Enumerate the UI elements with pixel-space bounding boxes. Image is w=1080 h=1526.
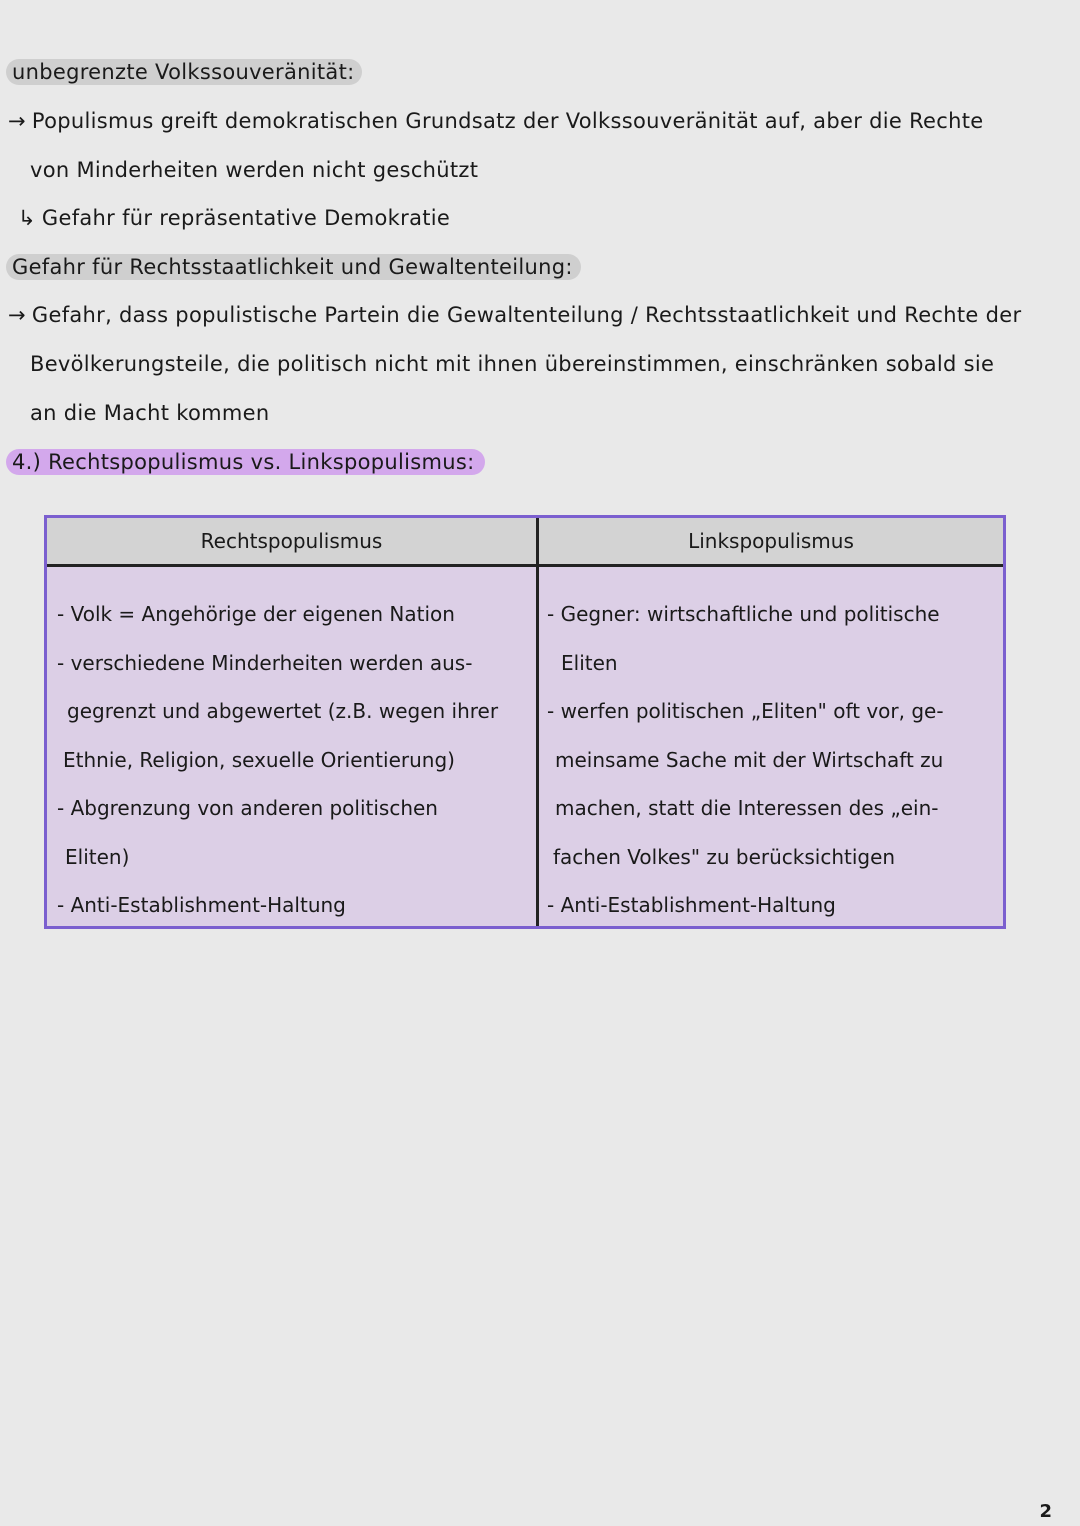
arrow-icon: → xyxy=(8,109,26,133)
section-heading-vergleich xyxy=(6,447,485,477)
table-header-row xyxy=(47,518,1003,567)
table-header-rechtspopulismus: Rechtspopulismus xyxy=(200,529,383,553)
cell-line: gegrenzt und abgewertet (z.B. wegen ihrer xyxy=(67,699,499,723)
body-text: Bevölkerungsteile, die politisch nicht mit ihnen übereinstimmen, einschränken sobald sie xyxy=(30,352,995,376)
table-cell-rechtspopulismus xyxy=(57,590,527,930)
body-text: Gefahr, dass populistische Partein die Gewaltenteilung / Rechtsstaatlichkeit und Rechte der xyxy=(31,303,1022,327)
section-heading-rechtsstaatlichkeit xyxy=(6,252,581,282)
cell-line: meinsame Sache mit der Wirtschaft zu xyxy=(555,747,944,772)
heading-text: unbegrenzte Volkssouveränität: xyxy=(6,59,362,85)
cell-line: - werfen politischen „Eliten" oft vor, ge- xyxy=(547,699,944,723)
heading-text: Gefahr für Rechtsstaatlichkeit und Gewaltenteilung: xyxy=(6,254,581,280)
cell-line: Eliten xyxy=(561,650,618,675)
cell-line: - Volk = Angehörige der eigenen Nation xyxy=(57,602,455,626)
cell-line: - Anti-Establishment-Haltung xyxy=(547,893,836,917)
cell-line: Eliten) xyxy=(65,844,130,869)
cell-line: Ethnie, Religion, sexuelle Orientierung) xyxy=(63,747,455,772)
return-arrow-icon: ↳ xyxy=(18,206,36,230)
cell-line: - Abgrenzung von anderen politischen xyxy=(57,796,438,820)
body-text: von Minderheiten werden nicht geschützt xyxy=(30,158,479,182)
body-text: Gefahr für repräsentative Demokratie xyxy=(41,206,451,230)
table-header-linkspopulismus: Linkspopulismus xyxy=(688,529,854,553)
table-cell-linkspopulismus xyxy=(547,590,997,930)
cell-line: fachen Volkes" zu berücksichtigen xyxy=(553,844,896,869)
column-divider xyxy=(536,518,539,926)
cell-line: - Anti-Establishment-Haltung xyxy=(57,893,346,917)
body-line xyxy=(30,349,994,379)
cell-line: machen, statt die Interessen des „ein- xyxy=(555,796,939,820)
body-line xyxy=(30,155,478,185)
bullet-line xyxy=(8,300,1021,330)
comparison-table xyxy=(44,515,1006,929)
heading-text: 4.) Rechtspopulismus vs. Linkspopulismus: xyxy=(6,449,485,475)
body-text: Populismus greift demokratischen Grundsatz der Volkssouveränität auf, aber die Rechte xyxy=(31,109,984,133)
page-number: 2 xyxy=(1039,1501,1052,1522)
consequence-line xyxy=(18,203,450,233)
cell-line: - Gegner: wirtschaftliche und politische xyxy=(547,602,940,626)
body-line xyxy=(30,398,269,428)
body-text: an die Macht kommen xyxy=(30,401,270,425)
bullet-line xyxy=(8,106,983,136)
cell-line: - verschiedene Minderheiten werden aus- xyxy=(57,650,473,675)
arrow-icon: → xyxy=(8,303,26,327)
section-heading-volkssouveraenitaet xyxy=(6,57,362,87)
